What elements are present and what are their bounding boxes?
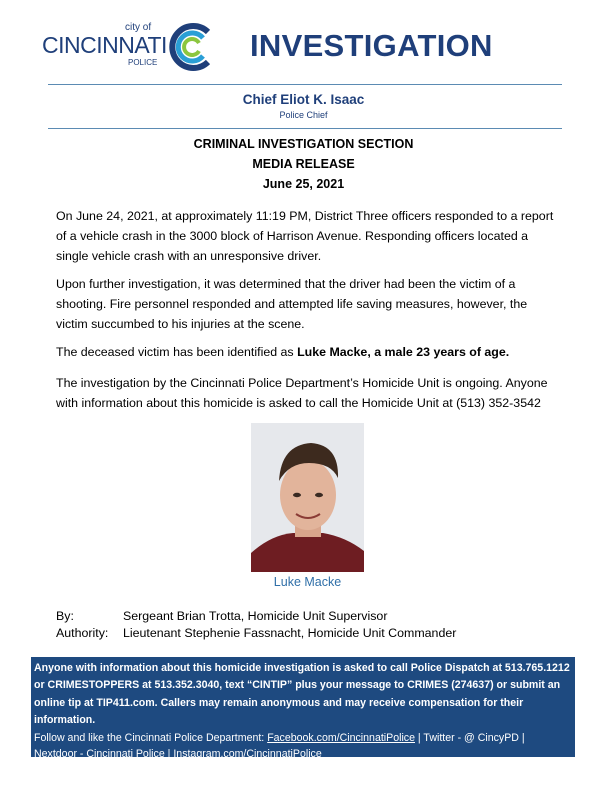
paragraph-1	[56, 206, 578, 266]
logo-name-text: CINCINNATI	[42, 32, 167, 58]
paragraph-line: The investigation by the Cincinnati Police Department’s Homicide Unit is ongoing. Anyone	[56, 376, 548, 390]
tip-line: Anyone with information about this homicide investigation is asked to call Police Dispatch at 513.765.1212	[34, 662, 570, 674]
paragraph-2	[56, 274, 578, 334]
chief-title: Police Chief	[279, 110, 328, 120]
paragraph-line: of a vehicle crash in the 3000 block of Harrison Avenue. Responding officers located a	[56, 229, 529, 243]
tip-info-text	[31, 657, 575, 730]
logo-c-icon	[166, 22, 216, 72]
chief-name: Chief Eliot K. Isaac	[242, 92, 365, 107]
social-links	[31, 730, 575, 763]
follow-text: Follow and like the Cincinnati Police Department:	[34, 731, 268, 744]
tip-line: or CRIMESTOPPERS at 513.352.3040, text “CINTIP” plus your message to CRIMES (274637) or submit an	[34, 679, 561, 692]
paragraph-4	[56, 373, 578, 413]
photo-caption: Luke Macke	[273, 575, 342, 589]
by-label: By:	[56, 609, 74, 623]
authority-value: Lieutenant Stephenie Fassnacht, Homicide Unit Commander	[123, 626, 457, 640]
nextdoor-text: Nextdoor - Cincinnati Police |	[34, 748, 174, 761]
tip-info-box	[31, 657, 575, 761]
facebook-link[interactable]: Facebook.com/CincinnatiPolice	[267, 731, 415, 744]
paragraph-line: with information about this homicide is asked to call the Homicide Unit at (513) 352-3542	[56, 396, 541, 410]
by-value: Sergeant Brian Trotta, Homicide Unit Supervisor	[123, 609, 388, 623]
paragraph-line: victim succumbed to his injuries at the scene.	[56, 317, 305, 331]
tip-line: information.	[34, 714, 96, 727]
victim-identity: Luke Macke, a male 23 years of age.	[297, 345, 510, 359]
paragraph-line: Upon further investigation, it was determined that the driver had been the victim of a	[56, 277, 516, 291]
release-date: June 25, 2021	[262, 177, 345, 191]
release-type: MEDIA RELEASE	[252, 157, 355, 171]
victim-intro: The deceased victim has been identified as	[56, 345, 298, 359]
header-rule-top	[48, 84, 562, 85]
section-heading: CRIMINAL INVESTIGATION SECTION	[193, 137, 414, 151]
twitter-text: | Twitter - @ CincyPD |	[414, 731, 525, 744]
paragraph-line: shooting. Fire personnel responded and attempted life saving measures, however, the	[56, 297, 528, 311]
tip-line: online tip at TIP411.com. Callers may remain anonymous and may receive compensation for their	[34, 696, 524, 709]
logo-cityof-text: city of	[125, 22, 152, 33]
logo-police-text: POLICE	[128, 58, 158, 67]
page-title: INVESTIGATION	[250, 28, 493, 63]
header-rule-bottom	[48, 128, 562, 129]
victim-photo	[251, 423, 364, 572]
paragraph-line: On June 24, 2021, at approximately 11:19 PM, District Three officers responded to a report	[56, 209, 554, 223]
paragraph-line: single vehicle crash with an unresponsive driver.	[56, 249, 322, 263]
paragraph-3	[56, 342, 578, 362]
authority-label: Authority:	[56, 626, 109, 640]
instagram-link[interactable]: Instagram.com/CincinnatiPolice	[173, 748, 322, 761]
